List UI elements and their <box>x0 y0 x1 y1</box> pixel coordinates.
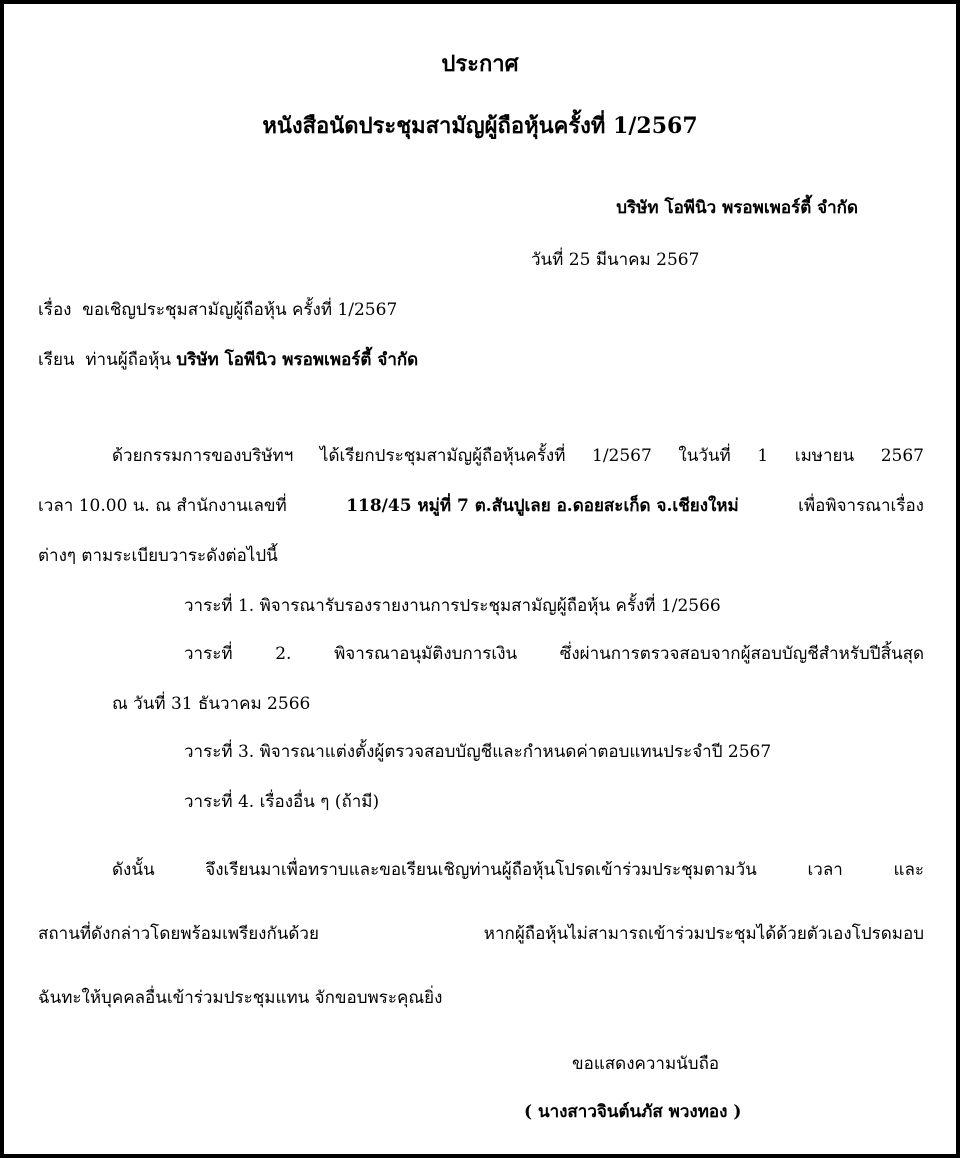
closing-line-1: ดังนั้น จึงเรียนมาเพื่อทราบและขอเรียนเชิญท่านผู้ถือหุ้นโปรดเข้าร่วมประชุมตามวัน เวลา และ <box>112 860 924 880</box>
signature-regards: ขอแสดงความนับถือ <box>572 1054 720 1074</box>
agenda-item-1: วาระที่ 1. พิจารณารับรองรายงานการประชุมสามัญผู้ถือหุ้น ครั้งที่ 1/2566 <box>184 596 721 616</box>
subject-text: ขอเชิญประชุมสามัญผู้ถือหุ้น ครั้งที่ 1/2567 <box>82 300 398 320</box>
agenda-item-3: วาระที่ 3. พิจารณาแต่งตั้งผู้ตรวจสอบบัญชีและกำหนดค่าตอบแทนประจำปี 2567 <box>184 742 772 762</box>
meeting-address: 118/45 หมู่ที่ 7 ต.สันปูเลย อ.ดอยสะเก็ด จ.เชียงใหม่ <box>346 496 739 516</box>
agenda-item-2: วาระที่ 2. พิจารณาอนุมัติงบการเงิน ซึ่งผ่านการตรวจสอบจากผู้สอบบัญชีสำหรับปีสิ้นสุด <box>184 644 924 664</box>
paragraph-1-line-2 <box>38 492 924 519</box>
recipient-company: บริษัท โอพีนิว พรอพเพอร์ตี้ จำกัด <box>176 350 419 370</box>
signature-name: ( นางสาวจินต์นภัส พวงทอง ) <box>524 1102 742 1122</box>
company-name: บริษัท โอพีนิว พรอพเพอร์ตี้ จำกัด <box>616 198 858 218</box>
subject-label: เรื่อง <box>38 300 72 320</box>
paragraph-1-line-1: ด้วยกรรมการของบริษัทฯ ได้เรียกประชุมสามัญผู้ถือหุ้นครั้งที่ 1/2567 ในวันที่ 1 เมษายน 2567 <box>112 446 924 466</box>
recipient-label: เรียน <box>38 350 75 370</box>
document-title: ประกาศ <box>441 51 519 77</box>
agenda-item-2-continued: ณ วันที่ 31 ธันวาคม 2566 <box>112 694 311 714</box>
meeting-purpose: เพื่อพิจารณาเรื่อง <box>798 496 924 516</box>
closing-line-2: สถานที่ดังกล่าวโดยพร้อมเพรียงกันด้วย หากผู้ถือหุ้นไม่สามารถเข้าร่วมประชุมได้ด้วยตัวเองโปรดมอบ <box>38 924 924 944</box>
closing-line-3: ฉันทะให้บุคคลอื่นเข้าร่วมประชุมแทน จักขอบพระคุณยิ่ง <box>38 988 443 1008</box>
recipient-prefix: ท่านผู้ถือหุ้น <box>85 350 172 370</box>
subject-line <box>38 296 397 323</box>
recipient-line <box>38 346 418 373</box>
agenda-item-4: วาระที่ 4. เรื่องอื่น ๆ (ถ้ามี) <box>184 792 380 812</box>
document-date: วันที่ 25 มีนาคม 2567 <box>531 250 700 270</box>
paragraph-1-line-3: ต่างๆ ตามระเบียบวาระดังต่อไปนี้ <box>38 546 278 566</box>
document-subtitle: หนังสือนัดประชุมสามัญผู้ถือหุ้นครั้งที่ 1/2567 <box>262 113 698 139</box>
meeting-time-prefix: เวลา 10.00 น. ณ สำนักงานเลขที่ <box>38 496 287 516</box>
